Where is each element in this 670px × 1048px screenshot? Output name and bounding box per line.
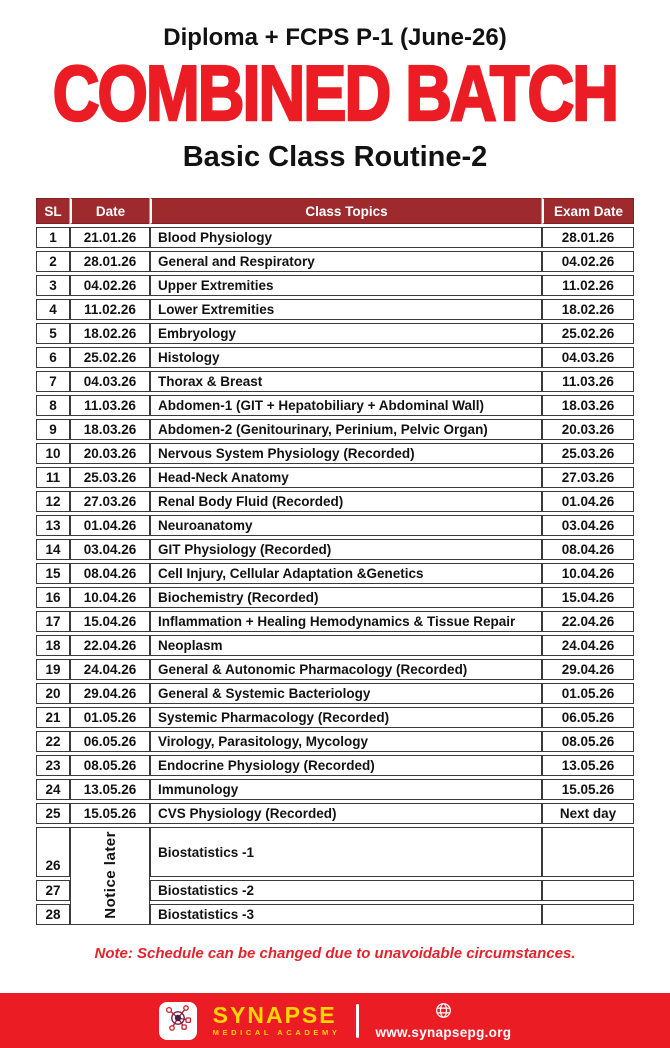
row-sl: 7 bbox=[36, 371, 70, 392]
notice-later-label: Notice later bbox=[101, 830, 119, 919]
row-date: 01.04.26 bbox=[70, 515, 150, 536]
row-date: 18.03.26 bbox=[70, 419, 150, 440]
table-row bbox=[36, 563, 634, 584]
row-exam bbox=[542, 827, 634, 877]
row-exam: 01.05.26 bbox=[542, 683, 634, 704]
row-date: 25.02.26 bbox=[70, 347, 150, 368]
row-sl: 28 bbox=[36, 904, 70, 925]
footer-bar bbox=[0, 993, 670, 1048]
table-row bbox=[36, 467, 634, 488]
row-sl: 22 bbox=[36, 731, 70, 752]
row-date: 10.04.26 bbox=[70, 587, 150, 608]
row-exam: 08.05.26 bbox=[542, 731, 634, 752]
row-date: 04.02.26 bbox=[70, 275, 150, 296]
row-exam: 13.05.26 bbox=[542, 755, 634, 776]
table-header-row bbox=[36, 198, 634, 224]
table-row bbox=[36, 803, 634, 824]
brand-subtitle: MEDICAL ACADEMY bbox=[212, 1028, 341, 1038]
table-row bbox=[36, 515, 634, 536]
row-sl: 16 bbox=[36, 587, 70, 608]
table-row bbox=[36, 443, 634, 464]
table-row bbox=[36, 659, 634, 680]
row-sl: 8 bbox=[36, 395, 70, 416]
row-exam: 08.04.26 bbox=[542, 539, 634, 560]
row-sl: 10 bbox=[36, 443, 70, 464]
row-topic: Biochemistry (Recorded) bbox=[150, 587, 542, 608]
synapse-logo bbox=[159, 1002, 197, 1040]
row-exam: 04.03.26 bbox=[542, 347, 634, 368]
row-topic: Renal Body Fluid (Recorded) bbox=[150, 491, 542, 512]
page-title-text: COMBINED BATCH bbox=[52, 49, 618, 137]
row-sl: 6 bbox=[36, 347, 70, 368]
row-exam: 24.04.26 bbox=[542, 635, 634, 656]
routine-table-body bbox=[36, 227, 634, 824]
row-topic: Thorax & Breast bbox=[150, 371, 542, 392]
brand-text-block bbox=[213, 1004, 341, 1037]
row-topic: Immunology bbox=[150, 779, 542, 800]
table-row bbox=[36, 683, 634, 704]
row-date: 15.05.26 bbox=[70, 803, 150, 824]
footer-divider bbox=[356, 1004, 359, 1038]
row-date: 08.04.26 bbox=[70, 563, 150, 584]
row-exam: 18.02.26 bbox=[542, 299, 634, 320]
column-header-date: Date bbox=[70, 198, 150, 224]
table-row bbox=[36, 707, 634, 728]
row-topic: Abdomen-1 (GIT + Hepatobiliary + Abdominal Wall) bbox=[150, 395, 542, 416]
row-date: 06.05.26 bbox=[70, 731, 150, 752]
row-date: 27.03.26 bbox=[70, 491, 150, 512]
row-exam bbox=[542, 904, 634, 925]
row-sl: 26 bbox=[36, 827, 70, 877]
row-exam: 28.01.26 bbox=[542, 227, 634, 248]
notice-later-cell bbox=[70, 827, 150, 925]
row-date: 15.04.26 bbox=[70, 611, 150, 632]
table-row bbox=[36, 587, 634, 608]
synapse-molecule-icon bbox=[164, 1004, 192, 1037]
row-topic: General & Systemic Bacteriology bbox=[150, 683, 542, 704]
row-topic: Biostatistics -1 bbox=[150, 827, 542, 877]
row-exam: 22.04.26 bbox=[542, 611, 634, 632]
row-exam: 10.04.26 bbox=[542, 563, 634, 584]
row-date: 20.03.26 bbox=[70, 443, 150, 464]
row-topic: Virology, Parasitology, Mycology bbox=[150, 731, 542, 752]
table-row bbox=[36, 779, 634, 800]
row-sl: 25 bbox=[36, 803, 70, 824]
table-row bbox=[36, 227, 634, 248]
table-row bbox=[36, 635, 634, 656]
row-date: 11.03.26 bbox=[70, 395, 150, 416]
table-row bbox=[36, 731, 634, 752]
row-exam: 18.03.26 bbox=[542, 395, 634, 416]
row-topic: Upper Extremities bbox=[150, 275, 542, 296]
routine-title: Basic Class Routine-2 bbox=[182, 141, 488, 173]
brand-name: SYNAPSE bbox=[212, 1002, 337, 1029]
table-row bbox=[36, 395, 634, 416]
row-sl: 4 bbox=[36, 299, 70, 320]
row-sl: 21 bbox=[36, 707, 70, 728]
row-exam: 25.03.26 bbox=[542, 443, 634, 464]
row-exam: 11.02.26 bbox=[542, 275, 634, 296]
row-date: 25.03.26 bbox=[70, 467, 150, 488]
row-sl: 27 bbox=[36, 880, 70, 901]
row-exam: 15.04.26 bbox=[542, 587, 634, 608]
row-date: 28.01.26 bbox=[70, 251, 150, 272]
table-row bbox=[36, 275, 634, 296]
row-sl: 17 bbox=[36, 611, 70, 632]
row-date: 08.05.26 bbox=[70, 755, 150, 776]
schedule-note: Note: Schedule can be changed due to unavoidable circumstances. bbox=[94, 945, 576, 962]
row-topic: Cell Injury, Cellular Adaptation &Genetics bbox=[150, 563, 542, 584]
row-sl: 18 bbox=[36, 635, 70, 656]
routine-table-container bbox=[36, 195, 634, 928]
row-exam: 25.02.26 bbox=[542, 323, 634, 344]
table-row bbox=[36, 251, 634, 272]
table-row bbox=[36, 539, 634, 560]
row-sl: 11 bbox=[36, 467, 70, 488]
row-exam: 20.03.26 bbox=[542, 419, 634, 440]
table-row bbox=[36, 827, 634, 877]
row-sl: 9 bbox=[36, 419, 70, 440]
row-sl: 20 bbox=[36, 683, 70, 704]
row-exam bbox=[542, 880, 634, 901]
row-topic: Inflammation + Healing Hemodynamics & Tissue Repair bbox=[150, 611, 542, 632]
row-topic: Embryology bbox=[150, 323, 542, 344]
globe-icon bbox=[435, 1002, 452, 1024]
row-topic: GIT Physiology (Recorded) bbox=[150, 539, 542, 560]
row-topic: Systemic Pharmacology (Recorded) bbox=[150, 707, 542, 728]
row-sl: 1 bbox=[36, 227, 70, 248]
page-title bbox=[0, 49, 670, 137]
table-row bbox=[36, 491, 634, 512]
table-row bbox=[36, 611, 634, 632]
website-block bbox=[375, 1002, 511, 1040]
table-row bbox=[36, 323, 634, 344]
row-sl: 14 bbox=[36, 539, 70, 560]
row-topic: CVS Physiology (Recorded) bbox=[150, 803, 542, 824]
row-date: 04.03.26 bbox=[70, 371, 150, 392]
table-row bbox=[36, 347, 634, 368]
row-sl: 3 bbox=[36, 275, 70, 296]
row-date: 22.04.26 bbox=[70, 635, 150, 656]
row-exam: Next day bbox=[542, 803, 634, 824]
row-sl: 15 bbox=[36, 563, 70, 584]
row-topic: Nervous System Physiology (Recorded) bbox=[150, 443, 542, 464]
row-sl: 23 bbox=[36, 755, 70, 776]
row-exam: 06.05.26 bbox=[542, 707, 634, 728]
row-topic: Biostatistics -2 bbox=[150, 880, 542, 901]
row-exam: 27.03.26 bbox=[542, 467, 634, 488]
row-topic: Endocrine Physiology (Recorded) bbox=[150, 755, 542, 776]
table-row bbox=[36, 299, 634, 320]
table-row bbox=[36, 755, 634, 776]
row-exam: 11.03.26 bbox=[542, 371, 634, 392]
row-exam: 03.04.26 bbox=[542, 515, 634, 536]
program-subtitle: Diploma + FCPS P-1 (June-26) bbox=[163, 24, 507, 51]
website-url[interactable]: www.synapsepg.org bbox=[375, 1024, 512, 1040]
row-date: 29.04.26 bbox=[70, 683, 150, 704]
row-date: 13.05.26 bbox=[70, 779, 150, 800]
row-exam: 04.02.26 bbox=[542, 251, 634, 272]
routine-table bbox=[36, 195, 634, 928]
row-topic: Neuroanatomy bbox=[150, 515, 542, 536]
table-row bbox=[36, 371, 634, 392]
row-topic: Biostatistics -3 bbox=[150, 904, 542, 925]
row-exam: 01.04.26 bbox=[542, 491, 634, 512]
row-date: 24.04.26 bbox=[70, 659, 150, 680]
row-exam: 15.05.26 bbox=[542, 779, 634, 800]
row-topic: Head-Neck Anatomy bbox=[150, 467, 542, 488]
row-topic: Blood Physiology bbox=[150, 227, 542, 248]
notice-rows-body bbox=[36, 827, 634, 925]
table-row bbox=[36, 419, 634, 440]
row-topic: General & Autonomic Pharmacology (Recorded) bbox=[150, 659, 542, 680]
row-date: 01.05.26 bbox=[70, 707, 150, 728]
row-topic: Histology bbox=[150, 347, 542, 368]
column-header-exam-date: Exam Date bbox=[542, 198, 634, 224]
row-sl: 2 bbox=[36, 251, 70, 272]
row-date: 21.01.26 bbox=[70, 227, 150, 248]
row-sl: 5 bbox=[36, 323, 70, 344]
row-topic: Lower Extremities bbox=[150, 299, 542, 320]
column-header-sl: SL bbox=[36, 198, 70, 224]
column-header-topics: Class Topics bbox=[150, 198, 542, 224]
row-exam: 29.04.26 bbox=[542, 659, 634, 680]
row-topic: General and Respiratory bbox=[150, 251, 542, 272]
row-date: 18.02.26 bbox=[70, 323, 150, 344]
row-topic: Abdomen-2 (Genitourinary, Perinium, Pelvic Organ) bbox=[150, 419, 542, 440]
row-date: 03.04.26 bbox=[70, 539, 150, 560]
row-topic: Neoplasm bbox=[150, 635, 542, 656]
row-sl: 19 bbox=[36, 659, 70, 680]
row-sl: 24 bbox=[36, 779, 70, 800]
row-sl: 13 bbox=[36, 515, 70, 536]
row-date: 11.02.26 bbox=[70, 299, 150, 320]
row-sl: 12 bbox=[36, 491, 70, 512]
